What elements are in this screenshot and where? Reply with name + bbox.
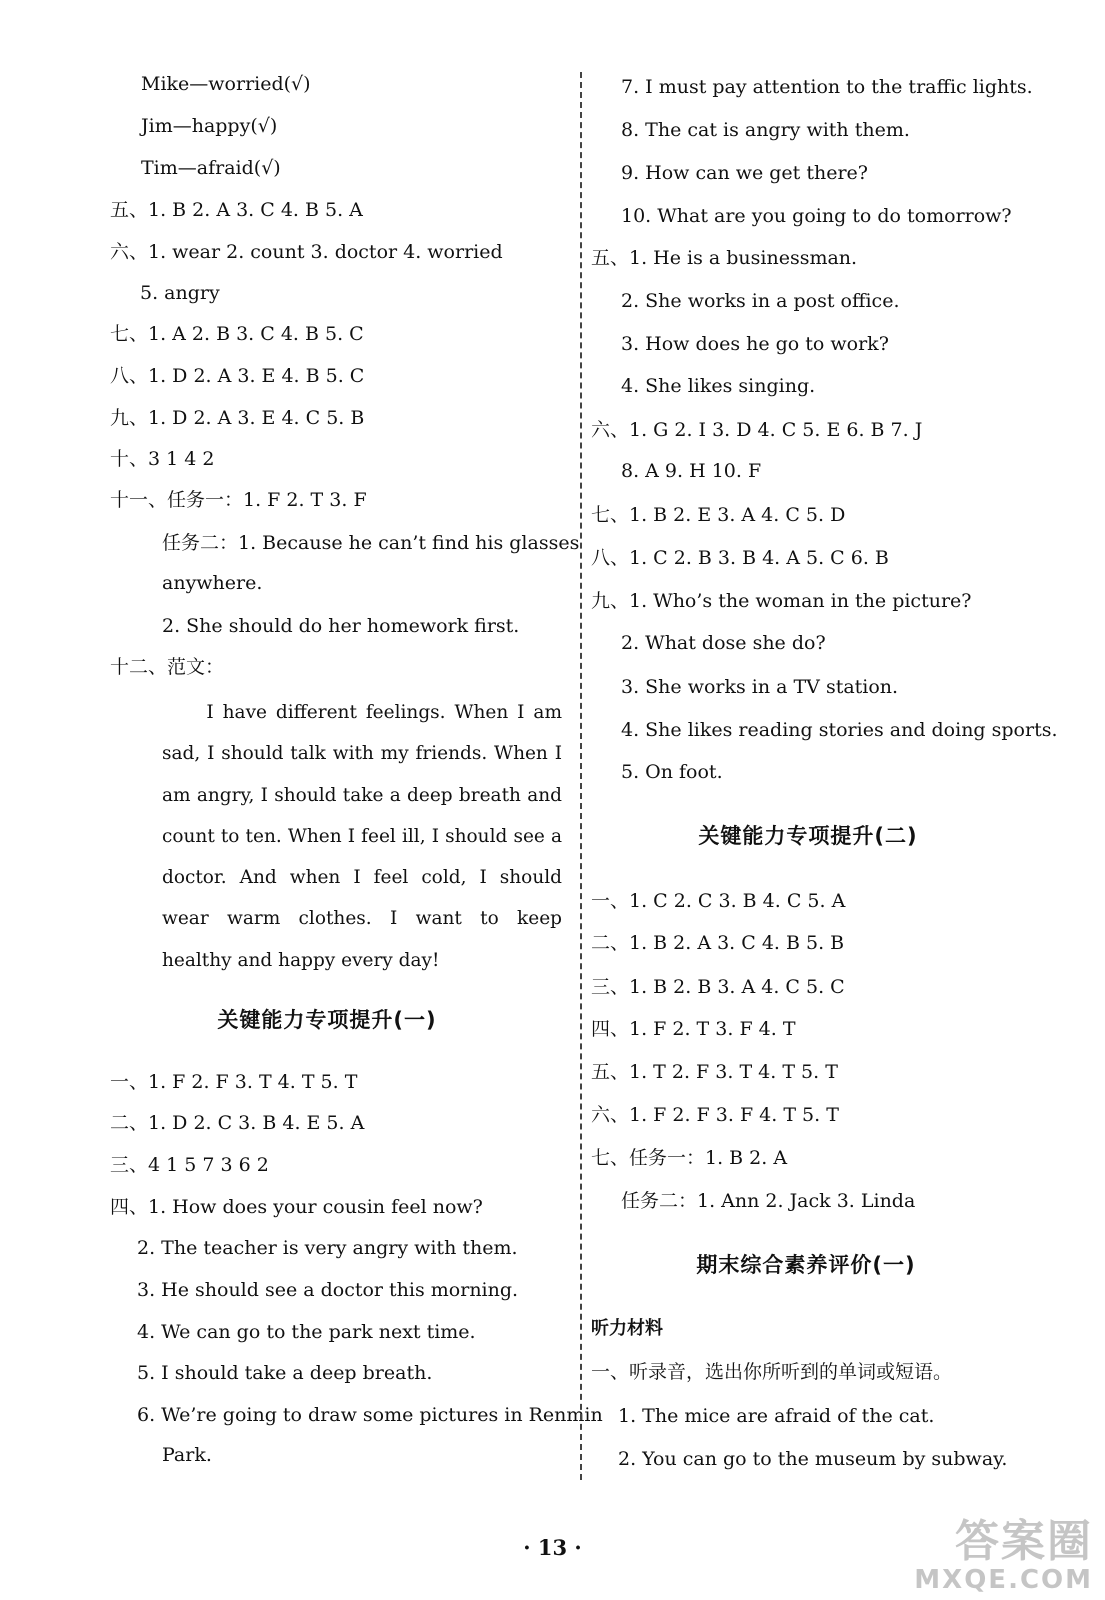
answer-line: 9. How can we get there? bbox=[621, 162, 868, 184]
answer-line: 五、1. He is a businessman. bbox=[591, 247, 858, 269]
answer-line: 2. The teacher is very angry with them. bbox=[137, 1237, 518, 1259]
answer-line: 8. The cat is angry with them. bbox=[621, 119, 910, 141]
watermark-logo bbox=[914, 1518, 1093, 1594]
answer-line: 七、1. B 2. E 3. A 4. C 5. D bbox=[591, 504, 846, 526]
answer-line: Jim—happy(√) bbox=[141, 115, 278, 137]
answer-line: 三、4 1 5 7 3 6 2 bbox=[110, 1154, 269, 1176]
answer-line: 十一、任务一：1. F 2. T 3. F bbox=[110, 489, 367, 511]
column-divider bbox=[580, 72, 582, 1480]
answer-line: 2. What dose she do? bbox=[621, 632, 826, 654]
answer-line: 一、听录音，选出你所听到的单词或短语。 bbox=[591, 1361, 953, 1383]
answer-line: 一、1. C 2. C 3. B 4. C 5. A bbox=[591, 890, 846, 912]
watermark-top: 答案圈 bbox=[955, 1516, 1093, 1567]
answer-line: 五、1. T 2. F 3. T 4. T 5. T bbox=[591, 1061, 838, 1083]
answer-line: 九、1. Who’s the woman in the picture? bbox=[591, 590, 972, 612]
answer-line: 10. What are you going to do tomorrow? bbox=[621, 205, 1012, 227]
answer-line: 4. She likes reading stories and doing sports. bbox=[621, 719, 1058, 741]
answer-line: 八、1. C 2. B 3. B 4. A 5. C 6. B bbox=[591, 547, 889, 569]
answer-line: anywhere. bbox=[162, 572, 263, 594]
listening-material-heading: 听力材料 bbox=[591, 1318, 663, 1339]
answer-line: 七、任务一：1. B 2. A bbox=[591, 1147, 788, 1169]
answer-line: 3. She works in a TV station. bbox=[621, 676, 899, 698]
answer-line: 2. She should do her homework first. bbox=[162, 615, 520, 637]
answer-line: 六、1. F 2. F 3. F 4. T 5. T bbox=[591, 1104, 839, 1126]
answer-line: 六、1. wear 2. count 3. doctor 4. worried bbox=[110, 241, 503, 263]
answer-line: 7. I must pay attention to the traffic lights. bbox=[621, 76, 1033, 98]
answer-line: 十二、范文： bbox=[110, 656, 225, 678]
answer-line: 十、3 1 4 2 bbox=[110, 448, 215, 470]
answer-line: 2. You can go to the museum by subway. bbox=[618, 1448, 1008, 1470]
answer-line: 2. She works in a post office. bbox=[621, 290, 900, 312]
answer-line: 3. How does he go to work? bbox=[621, 333, 889, 355]
section-title: 关键能力专项提升(一) bbox=[217, 1008, 437, 1032]
answer-line: 七、1. A 2. B 3. C 4. B 5. C bbox=[110, 323, 364, 345]
answer-line: 八、1. D 2. A 3. E 4. B 5. C bbox=[110, 365, 365, 387]
answer-line: 三、1. B 2. B 3. A 4. C 5. C bbox=[591, 976, 845, 998]
answer-line: Park. bbox=[162, 1444, 212, 1466]
answer-line: 一、1. F 2. F 3. T 4. T 5. T bbox=[110, 1071, 358, 1093]
section-title: 关键能力专项提升(二) bbox=[698, 824, 918, 848]
answer-line: 5. I should take a deep breath. bbox=[137, 1362, 433, 1384]
watermark-bottom: MXQE.COM bbox=[914, 1565, 1093, 1595]
answer-line: 四、1. How does your cousin feel now? bbox=[110, 1196, 483, 1218]
page-number: · 13 · bbox=[523, 1535, 582, 1560]
answer-line: 五、1. B 2. A 3. C 4. B 5. A bbox=[110, 199, 363, 221]
answer-line: 4. She likes singing. bbox=[621, 375, 816, 397]
answer-line: 8. A 9. H 10. F bbox=[621, 460, 762, 482]
answer-line: Tim—afraid(√) bbox=[141, 157, 281, 179]
answer-line: 4. We can go to the park next time. bbox=[137, 1321, 476, 1343]
answer-line: 二、1. D 2. C 3. B 4. E 5. A bbox=[110, 1112, 365, 1134]
answer-line: 九、1. D 2. A 3. E 4. C 5. B bbox=[110, 407, 365, 429]
answer-line: 6. We’re going to draw some pictures in Renmin bbox=[137, 1404, 603, 1426]
answer-line: Mike—worried(√) bbox=[141, 73, 311, 95]
answer-line: 5. On foot. bbox=[621, 761, 723, 783]
answer-line: 任务二：1. Because he can’t find his glasses bbox=[162, 532, 580, 554]
answer-line: 5. angry bbox=[140, 282, 220, 304]
model-essay: I have different feelings. When I am sad, I should talk with my friends. When I am angry, I should take a deep breath and count to ten. When I feel ill, I should see a doctor. And when I feel cold, I should wear warm clothes. I want to keep healthy and happy every day! bbox=[162, 702, 562, 971]
answer-line: 四、1. F 2. T 3. F 4. T bbox=[591, 1018, 796, 1040]
answer-line: 六、1. G 2. I 3. D 4. C 5. E 6. B 7. J bbox=[591, 419, 923, 441]
answer-line: 任务二：1. Ann 2. Jack 3. Linda bbox=[621, 1190, 916, 1212]
section-title: 期末综合素养评价(一) bbox=[696, 1253, 916, 1277]
answer-line: 3. He should see a doctor this morning. bbox=[137, 1279, 519, 1301]
answer-line: 1. The mice are afraid of the cat. bbox=[618, 1405, 935, 1427]
answer-line: 二、1. B 2. A 3. C 4. B 5. B bbox=[591, 932, 845, 954]
